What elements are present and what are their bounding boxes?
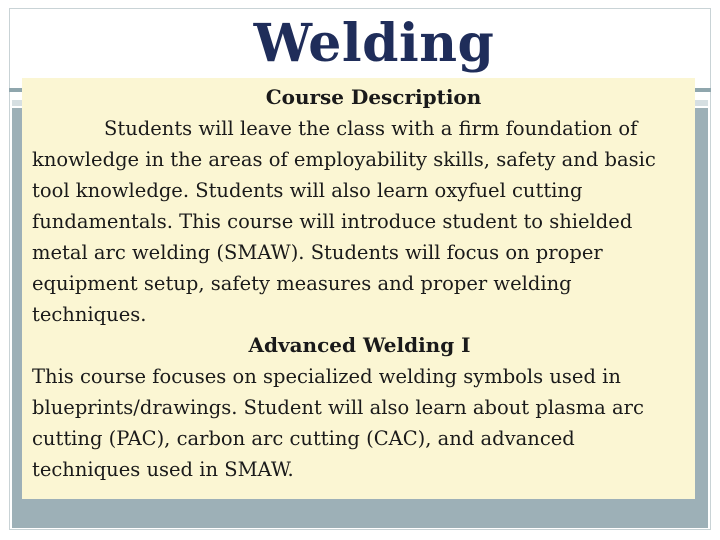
section-body-course-description: Students will leave the class with a firm foundation of knowledge in the areas of employability skills, safety and basic tool knowledge. Students will also learn oxyfuel cutting fundamentals. This course will introduce student to shielded metal arc welding (SMAW). Students will focus on proper equipment setup, safety measures and proper welding techniques. xyxy=(32,117,656,326)
content-textbox xyxy=(22,78,695,499)
section-heading-course-description: Course Description xyxy=(265,85,482,109)
section-heading-advanced-welding: Advanced Welding I xyxy=(248,333,471,357)
section-body-advanced-welding: This course focuses on specialized welding symbols used in blueprints/drawings. Student will also learn about plasma arc cutting (PAC), carbon arc cutting (CAC), and advanced techniques used in SMAW. xyxy=(32,365,644,481)
slide-title: Welding xyxy=(253,13,495,74)
